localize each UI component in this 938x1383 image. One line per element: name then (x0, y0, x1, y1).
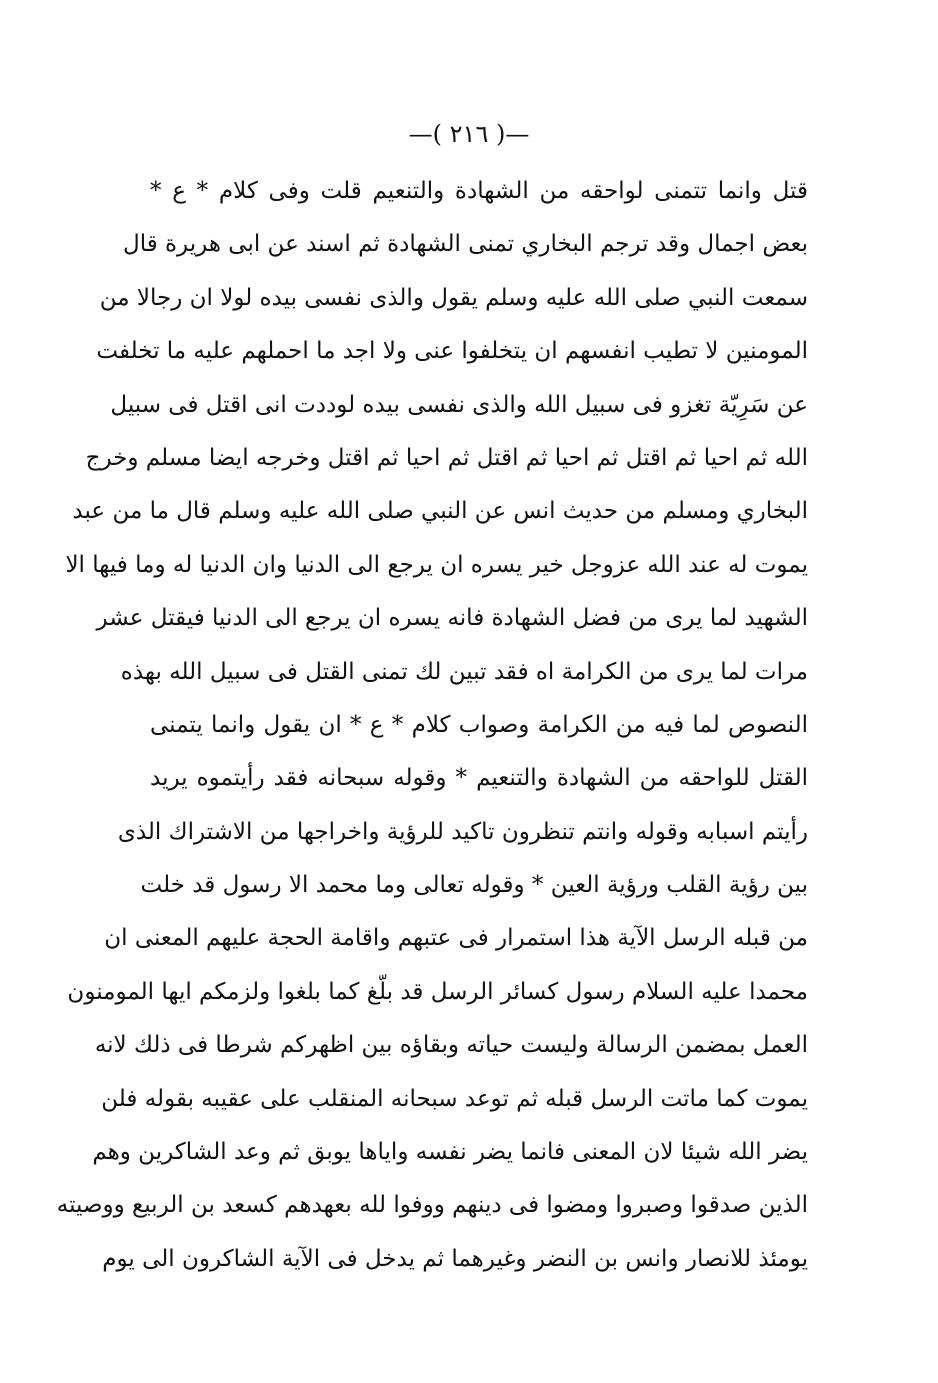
text-line: سمعت النبي صلى الله عليه وسلم يقول والذى نفسى بيده لولا ان رجالا من (99, 284, 808, 311)
text-line: قتل وانما تتمنى لواحقه من الشهادة والتنعيم قلت وفى كلام * ع * (150, 178, 808, 204)
text-line: يضر الله شيئا لان المعنى فانما يضر نفسه واياها يوبق ثم وعد الشاكرين وهم (92, 1139, 808, 1166)
text-line: النصوص لما فيه من الكرامة وصواب كلام * ع * ان يقول وانما يتمنى (150, 711, 808, 738)
body-text (56, 165, 808, 1286)
text-line: محمدا عليه السلام رسول كسائر الرسل قد بلّغ كما بلغوا ولزمكم ايها المومنون (67, 978, 808, 1005)
text-line: من قبله الرسل الآية هذا استمرار فى عتبهم واقامة الحجة عليهم المعنى ان (104, 925, 808, 952)
text-line: المومنين لا تطيب انفسهم ان يتخلفوا عنى ولا اجد ما احملهم عليه ما تخلفت (96, 338, 808, 365)
text-line: بين رؤية القلب ورؤية العين * وقوله تعالى وما محمد الا رسول قد خلت (140, 872, 808, 899)
text-line: بعض اجمال وقد ترجم البخاري تمنى الشهادة ثم اسند عن ابى هريرة قال (122, 231, 808, 258)
text-line: يموت له عند الله عزوجل خير يسره ان يرجع الى الدنيا وان الدنيا له وما فيها الا (65, 551, 808, 578)
text-line: البخاري ومسلم من حديث انس عن النبي صلى الله عليه وسلم قال ما من عبد (72, 498, 808, 525)
text-line: رأيتم اسبابه وقوله وانتم تنظرون تاكيد للرؤية واخراجها من الاشتراك الذى (117, 818, 808, 845)
text-line: الشهيد لما يرى من فضل الشهادة فانه يسره ان يرجع الى الدنيا فيقتل عشر (96, 605, 808, 632)
page-number: —( ٢١٦ )— (408, 120, 530, 148)
text-line: يموت كما ماتت الرسل قبله ثم توعد سبحانه المنقلب على عقيبه بقوله فلن (101, 1085, 808, 1112)
text-line: الذين صدقوا وصبروا ومضوا فى دينهم ووفوا لله بعهدهم كسعد بن الربيع ووصيته (56, 1192, 808, 1219)
text-line: القتل للواحقه من الشهادة والتنعيم * وقوله سبحانه فقد رأيتموه يريد (150, 765, 808, 792)
text-line: العمل بمضمن الرسالة وليست حياته وبقاؤه بين اظهركم شرطا فى ذلك لانه (94, 1032, 808, 1059)
text-line: عن سَرِيّة تغزو فى سبيل الله والذى نفسى بيده لوددت انى اقتل فى سبيل (110, 391, 808, 418)
text-line: الله ثم احيا ثم اقتل ثم احيا ثم اقتل ثم احيا ثم اقتل وخرجه ايضا مسلم وخرج (85, 444, 808, 471)
text-line: مرات لما يرى من الكرامة اه فقد تبين لك تمنى القتل فى سبيل الله بهذه (120, 658, 808, 685)
text-line: يومئذ للانصار وانس بن النضر وغيرهما ثم يدخل فى الآية الشاكرون الى يوم (102, 1245, 808, 1272)
